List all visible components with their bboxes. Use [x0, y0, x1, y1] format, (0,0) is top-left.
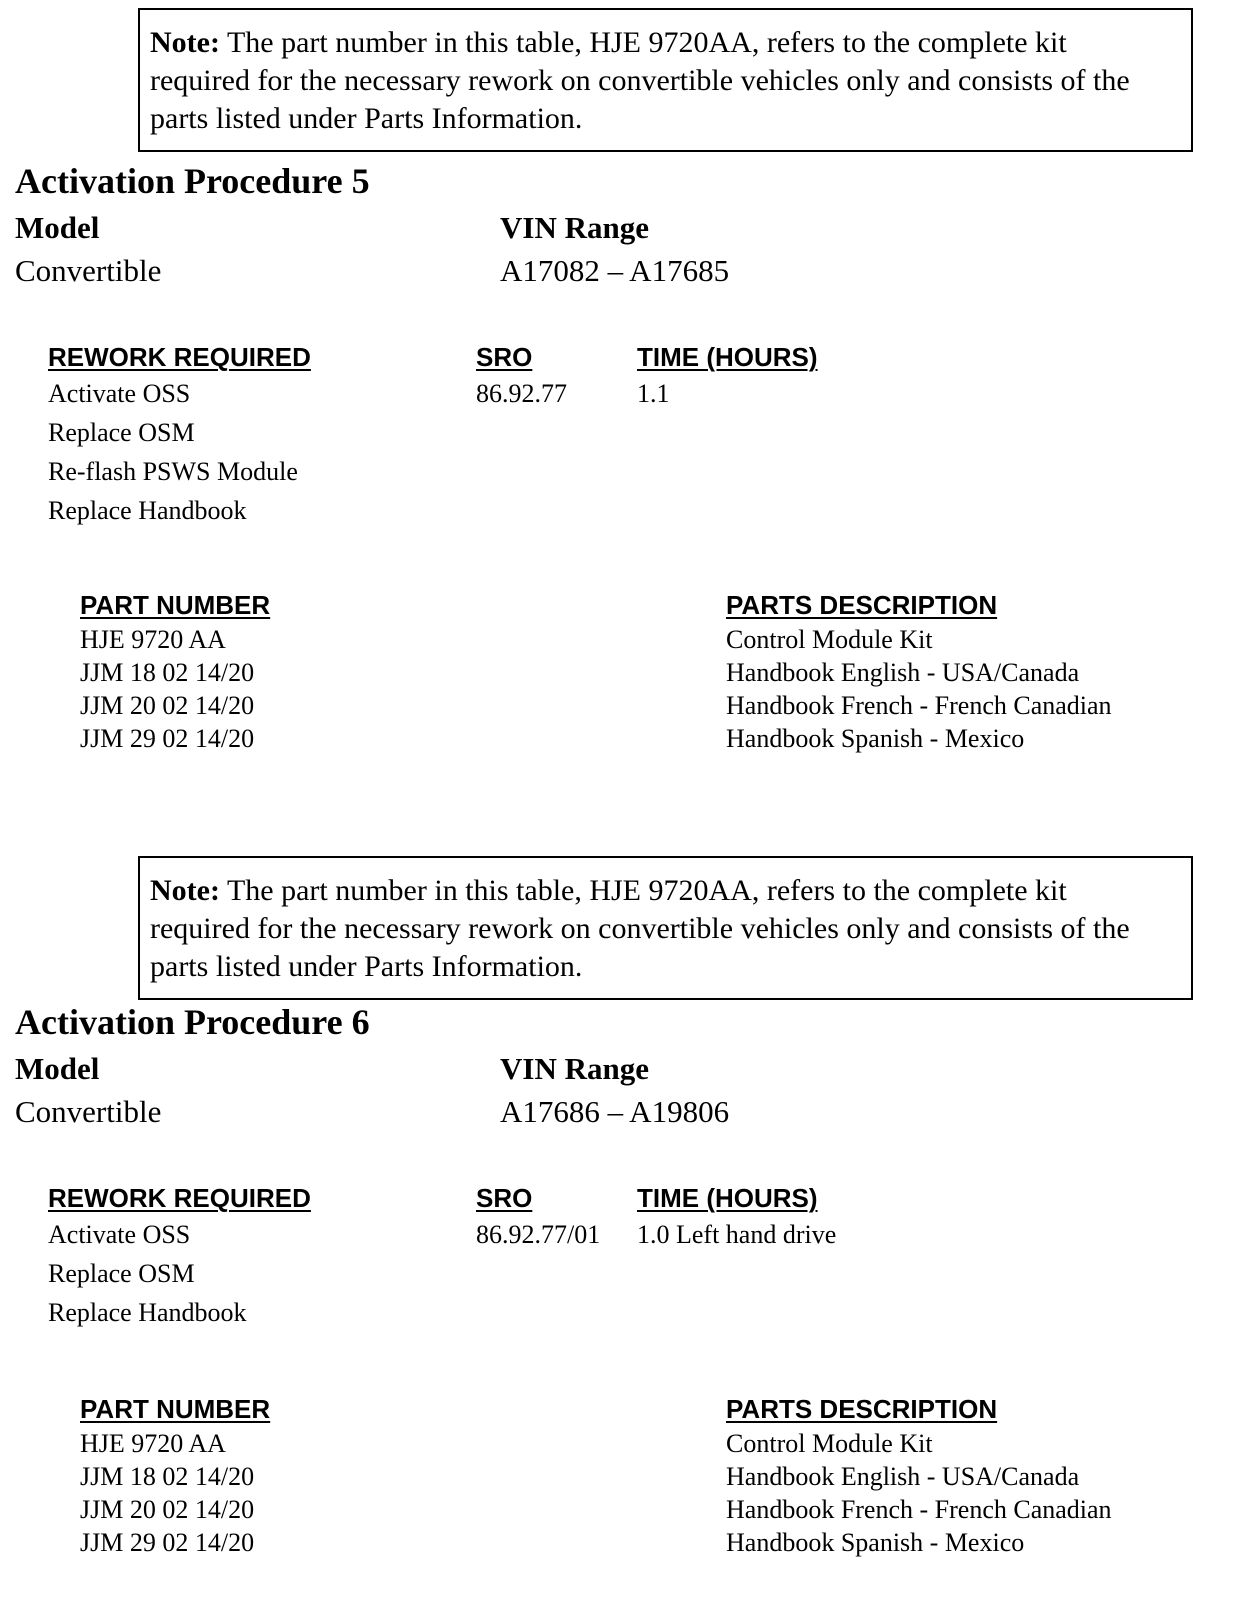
- sro-value: 86.92.77/01: [476, 1220, 601, 1249]
- rework-list: [48, 1215, 247, 1332]
- time-value: 1.1: [637, 379, 670, 408]
- rework-item: Replace Handbook: [48, 496, 247, 525]
- part-description: Control Module Kit: [726, 625, 933, 654]
- vin-value: A17082 – A17685: [500, 253, 730, 288]
- sro-header: SRO: [476, 1183, 533, 1213]
- rework-item: Activate OSS: [48, 379, 191, 408]
- rework-header: REWORK REQUIRED: [48, 1183, 311, 1213]
- sro-value: 86.92.77: [476, 379, 567, 408]
- note-label: Note:: [150, 874, 220, 907]
- procedure-title: Activation Procedure 6: [15, 1002, 370, 1042]
- note-box: [138, 8, 1193, 152]
- part-description: Control Module Kit: [726, 1429, 933, 1458]
- part-description: Handbook French - French Canadian: [726, 691, 1112, 720]
- rework-item: Re-flash PSWS Module: [48, 457, 298, 486]
- parts-description-list: [726, 1427, 1112, 1559]
- model-value: Convertible: [15, 253, 162, 288]
- part-number: HJE 9720 AA: [80, 625, 226, 654]
- parts-description-header: PARTS DESCRIPTION: [726, 590, 998, 620]
- part-description: Handbook Spanish - Mexico: [726, 724, 1025, 753]
- model-value: Convertible: [15, 1094, 162, 1129]
- note-box: [138, 856, 1193, 1000]
- vin-label: VIN Range: [500, 210, 649, 245]
- part-number: JJM 20 02 14/20: [80, 1495, 255, 1524]
- procedure-title: Activation Procedure 5: [15, 161, 370, 201]
- rework-item: Replace OSM: [48, 418, 195, 447]
- parts-description-list: [726, 623, 1112, 755]
- part-number: JJM 18 02 14/20: [80, 1462, 255, 1491]
- rework-item: Replace Handbook: [48, 1298, 247, 1327]
- part-description: Handbook Spanish - Mexico: [726, 1528, 1025, 1557]
- part-description: Handbook English - USA/Canada: [726, 658, 1080, 687]
- part-number: HJE 9720 AA: [80, 1429, 226, 1458]
- note-label: Note:: [150, 26, 220, 59]
- part-number: JJM 18 02 14/20: [80, 658, 255, 687]
- time-value: 1.0 Left hand drive: [637, 1220, 837, 1249]
- part-number: JJM 29 02 14/20: [80, 1528, 255, 1557]
- model-label: Model: [15, 1051, 100, 1086]
- part-number-list: [80, 1427, 254, 1559]
- part-description: Handbook French - French Canadian: [726, 1495, 1112, 1524]
- sro-header: SRO: [476, 342, 533, 372]
- part-number-header: PART NUMBER: [80, 1394, 271, 1424]
- part-description: Handbook English - USA/Canada: [726, 1462, 1080, 1491]
- rework-header: REWORK REQUIRED: [48, 342, 311, 372]
- part-number-list: [80, 623, 254, 755]
- model-label: Model: [15, 210, 100, 245]
- time-header: TIME (HOURS): [637, 342, 818, 372]
- rework-item: Activate OSS: [48, 1220, 191, 1249]
- time-header: TIME (HOURS): [637, 1183, 818, 1213]
- part-number: JJM 20 02 14/20: [80, 691, 255, 720]
- part-number: JJM 29 02 14/20: [80, 724, 255, 753]
- rework-item: Replace OSM: [48, 1259, 195, 1288]
- note-text: The part number in this table, HJE 9720AA, refers to the complete kit required for the necessary rework on convertible vehicles only and consists of the parts listed under Parts Information.: [150, 26, 1130, 135]
- note-text: The part number in this table, HJE 9720AA, refers to the complete kit required for the necessary rework on convertible vehicles only and consists of the parts listed under Parts Information.: [150, 874, 1130, 983]
- parts-description-header: PARTS DESCRIPTION: [726, 1394, 998, 1424]
- rework-list: [48, 374, 298, 530]
- part-number-header: PART NUMBER: [80, 590, 271, 620]
- vin-label: VIN Range: [500, 1051, 649, 1086]
- vin-value: A17686 – A19806: [500, 1094, 730, 1129]
